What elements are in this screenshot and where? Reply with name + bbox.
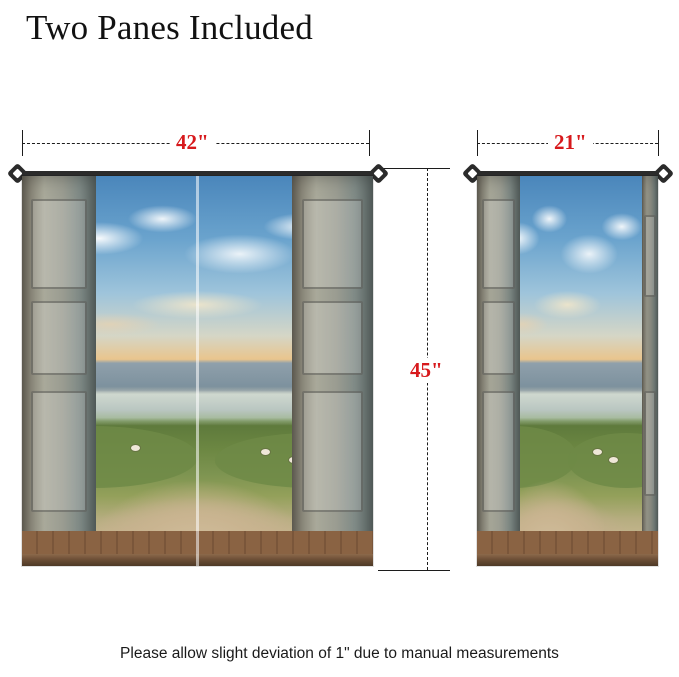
right-panel-width-label: 21" bbox=[548, 130, 593, 155]
height-tick-bottom bbox=[378, 570, 450, 571]
sheep-figure bbox=[261, 449, 270, 455]
right-door-leaf bbox=[642, 176, 658, 566]
door-panel-detail bbox=[644, 391, 656, 496]
door-panel-detail bbox=[31, 301, 87, 375]
height-tick-top bbox=[378, 168, 450, 169]
door-panel-detail bbox=[302, 301, 363, 375]
left-curtain-panel bbox=[22, 176, 373, 566]
page-title: Two Panes Included bbox=[26, 8, 313, 47]
door-panel-detail bbox=[31, 199, 87, 289]
left-door-leaf bbox=[477, 176, 520, 566]
door-panel-detail bbox=[644, 215, 656, 297]
right-curtain-panel bbox=[477, 176, 658, 566]
door-panel-detail bbox=[302, 391, 363, 512]
door-panel-detail bbox=[31, 391, 87, 512]
right-door-leaf bbox=[292, 176, 373, 566]
door-panel-detail bbox=[482, 301, 515, 375]
door-panel-detail bbox=[302, 199, 363, 289]
door-sill bbox=[477, 554, 658, 566]
sheep-figure bbox=[131, 445, 140, 451]
height-label: 45" bbox=[404, 358, 449, 383]
left-door-leaf bbox=[22, 176, 96, 566]
panel-center-seam bbox=[196, 176, 199, 566]
width-tick-left-end bbox=[369, 130, 370, 156]
measurement-disclaimer: Please allow slight deviation of 1" due to manual measurements bbox=[120, 645, 559, 662]
door-panel-detail bbox=[482, 391, 515, 512]
sheep-figure bbox=[593, 449, 602, 455]
left-panel-width-label: 42" bbox=[170, 130, 215, 155]
door-panel-detail bbox=[482, 199, 515, 289]
sheep-figure bbox=[609, 457, 618, 463]
width-tick-right-end bbox=[658, 130, 659, 156]
